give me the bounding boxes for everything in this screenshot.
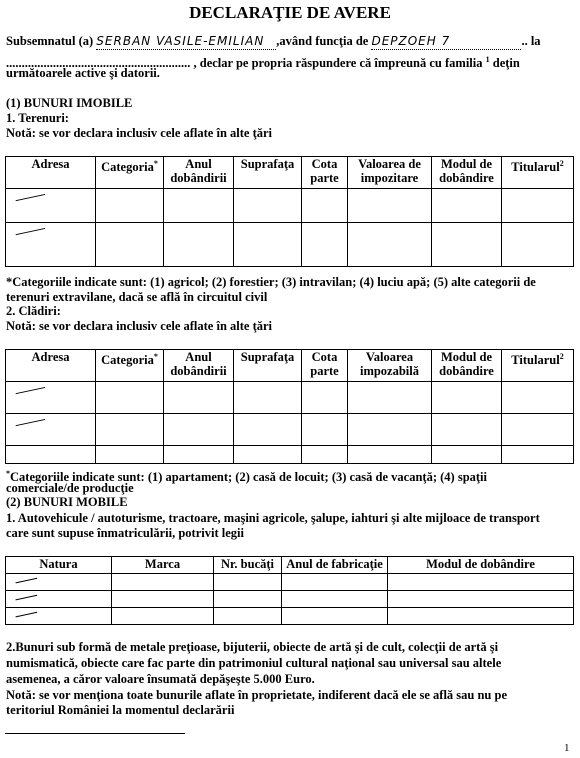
intro-line-3: următoarele active şi datorii. (6, 66, 160, 80)
land-footnote-2: terenuri extravilane, dacă se află în circuitul civil (6, 290, 268, 304)
function-field[interactable]: DEPZOEH 7 (371, 34, 521, 50)
intro-text: , declar pe propria răspundere că împreună cu familia (193, 56, 483, 71)
handwritten-dash (16, 612, 39, 623)
land-subheading: 1. Terenuri: (6, 111, 69, 125)
table-row (6, 382, 574, 414)
col-modul: Modul de dobândire (432, 157, 502, 189)
buildings-footnote-2: comerciale/de producţie (6, 481, 134, 495)
vehicles-subheading: 1. Autovehicule / autoturisme, tractoare, maşini agricole, şalupe, iahturi şi alte mijloace de transport (6, 511, 540, 525)
table-cell[interactable] (6, 591, 112, 608)
col-titularul: Titularul$^2$ (502, 350, 574, 382)
table-cell[interactable] (6, 574, 112, 591)
intro-dots: ........................................................... (6, 56, 191, 71)
section-2-heading: (2) BUNURI MOBILE (6, 495, 128, 509)
vehicles-subheading-2: care sunt supuse înmatriculării, potrivit legii (6, 526, 244, 540)
intro-mid: ,având funcţia de (276, 34, 369, 48)
table-cell[interactable] (6, 223, 96, 267)
land-footnote: *Categoriile indicate sunt: (1) agricol; (2) forestier; (3) intravilan; (4) luciu apă; (5) alte categorii de (6, 275, 536, 289)
handwritten-dash (16, 419, 47, 432)
valuables-line-3: asemenea, a căror valoare însumată depăşeşte 5.000 Euro. (6, 672, 315, 686)
buildings-footnote: *Categoriile indicate sunt: (1) apartament; (2) casă de locuit; (3) casă de vacanţă; (4) spaţii (6, 469, 488, 485)
valuables-note: Notă: se vor menţiona toate bunurile aflate în proprietate, indiferent dacă ele se află sau nu pe (6, 688, 508, 702)
col-modul: Modul de dobândire (388, 557, 574, 574)
intro-prefix: Subsemnatul (a) (6, 34, 94, 48)
buildings-table-header (6, 350, 574, 382)
intro-line-1 (6, 34, 541, 50)
name-field[interactable]: SERBAN VASILE-EMILIAN (96, 34, 276, 50)
table-row (6, 591, 574, 608)
land-table-header (6, 157, 574, 189)
table-row (6, 223, 574, 267)
buildings-table (5, 349, 574, 464)
table-cell[interactable] (6, 414, 96, 446)
valuables-line-2: numismatică, obiecte care fac parte din patrimoniul cultural naţional sau universal sau altele (6, 656, 502, 670)
footnote-divider (5, 733, 185, 734)
col-anul-fabricatie: Anul de fabricaţie (282, 557, 388, 574)
col-anul: Anul dobândirii (164, 157, 234, 189)
table-row (6, 414, 574, 446)
intro-suffix: .. la (521, 34, 541, 48)
table-row (6, 446, 574, 464)
col-cota: Cota parte (302, 157, 348, 189)
page-title: DECLARAŢIE DE AVERE (189, 3, 391, 22)
col-modul: Modul de dobândire (432, 350, 502, 382)
col-categoria: Categoria* (96, 157, 164, 189)
table-cell[interactable] (6, 189, 96, 223)
intro-end: deţin (492, 56, 520, 71)
col-adresa: Adresa (6, 350, 96, 382)
handwritten-dash (16, 387, 47, 400)
col-adresa: Adresa (6, 157, 96, 189)
col-marca: Marca (112, 557, 214, 574)
handwritten-dash (16, 578, 39, 589)
handwritten-dash (16, 595, 39, 606)
col-valoarea: Valoarea impozabilă (348, 350, 432, 382)
handwritten-dash (16, 194, 47, 207)
land-table (5, 156, 574, 267)
col-suprafata: Suprafaţa (234, 350, 302, 382)
col-titularul: Titularul$^2$ (502, 157, 574, 189)
handwritten-dash (16, 228, 47, 241)
col-natura: Natura (6, 557, 112, 574)
valuables-line-1: 2.Bunuri sub formă de metale preţioase, bijuterii, obiecte de artă şi de cult, colecţii de artă şi (6, 640, 499, 654)
col-anul: Anul dobândirii (164, 350, 234, 382)
section-1-heading: (1) BUNURI IMOBILE (6, 96, 133, 110)
col-suprafata: Suprafaţa (234, 157, 302, 189)
land-note: Notă: se vor declara inclusiv cele aflate în alte ţări (6, 126, 273, 140)
page-number: 1 (564, 742, 570, 754)
vehicles-table (5, 556, 574, 625)
vehicles-table-header (6, 557, 574, 574)
table-row (6, 574, 574, 591)
col-categoria: Categoria* (96, 350, 164, 382)
col-nr-bucati: Nr. bucăţi (214, 557, 282, 574)
col-cota: Cota parte (302, 350, 348, 382)
table-cell[interactable] (6, 608, 112, 625)
buildings-subheading: 2. Clădiri: (6, 304, 61, 318)
valuables-note-2: teritoriul României la momentul declarării (6, 703, 235, 717)
buildings-note: Notă: se vor declara inclusiv cele aflate în alte ţări (6, 319, 273, 333)
table-cell[interactable] (6, 382, 96, 414)
footnote-marker: 1 (485, 55, 490, 64)
table-row (6, 189, 574, 223)
table-row (6, 608, 574, 625)
col-valoarea: Valoarea de impozitare (348, 157, 432, 189)
